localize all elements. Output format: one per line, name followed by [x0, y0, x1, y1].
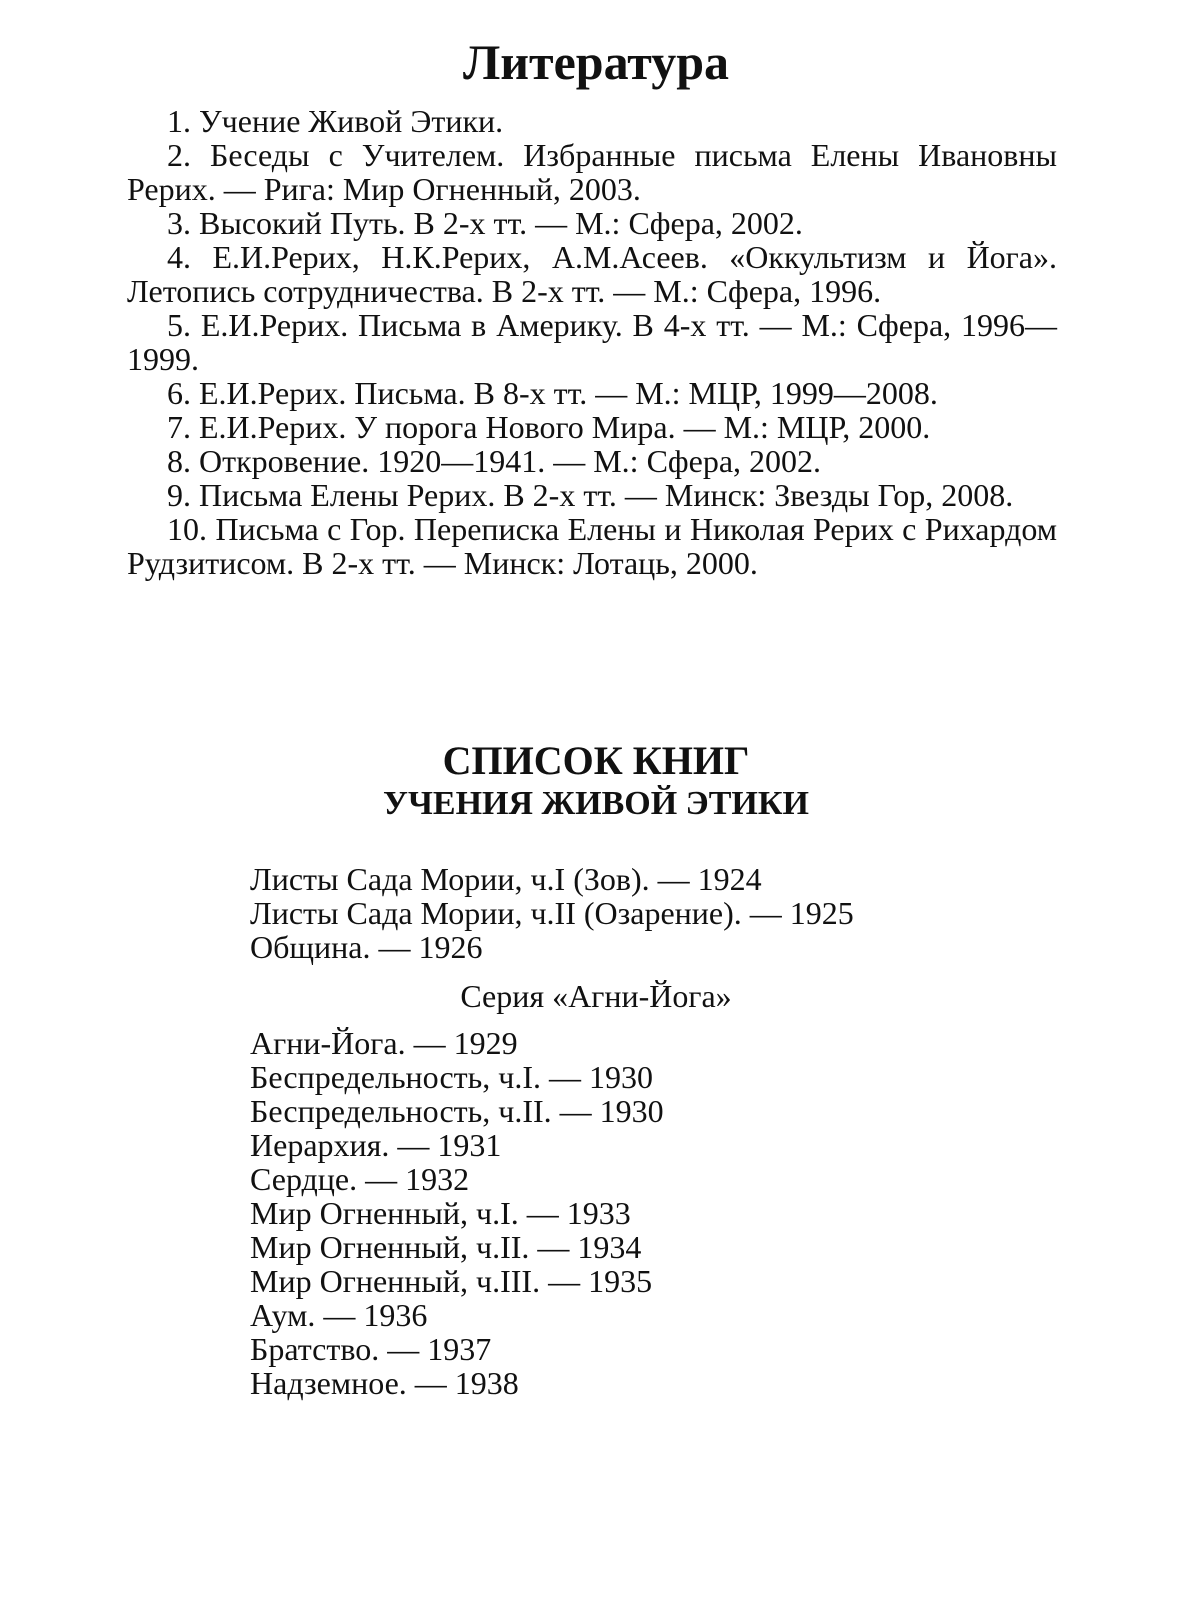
- literature-item: 7. Е.И.Рерих. У порога Нового Мира. — М.: МЦР, 2000.: [167, 409, 931, 445]
- literature-item: 1. Учение Живой Этики.: [167, 103, 504, 139]
- book-item: Агни-Йога. — 1929: [250, 1025, 518, 1061]
- literature-item: 3. Высокий Путь. В 2-х тт. — М.: Сфера, 2002.: [167, 205, 803, 241]
- series-title: Серия «Агни-Йога»: [460, 978, 732, 1014]
- book-item: Мир Огненный, ч.I. — 1933: [250, 1195, 631, 1231]
- literature-list: [127, 104, 1057, 580]
- book-item: Беспредельность, ч.I. — 1930: [250, 1059, 653, 1095]
- book-item: Листы Сада Мории, ч.II (Озарение). — 1925: [250, 895, 854, 931]
- book-item: Надземное. — 1938: [250, 1365, 519, 1401]
- literature-title: Литература: [462, 34, 730, 90]
- book-item: Листы Сада Мории, ч.I (Зов). — 1924: [250, 861, 762, 897]
- literature-item: 4. Е.И.Рерих, Н.К.Рерих, А.М.Асеев. «Оккультизм и Йога». Летопись сотрудничества. В 2-х тт. — М.: Сфера, 1996.: [127, 239, 1057, 309]
- literature-item: 10. Письма с Гор. Переписка Елены и Николая Рерих с Рихардом Рудзитисом. В 2-х тт. — Минск: Лотаць, 2000.: [127, 511, 1057, 581]
- literature-item: 6. Е.И.Рерих. Письма. В 8-х тт. — М.: МЦР, 1999—2008.: [167, 375, 938, 411]
- literature-item: 9. Письма Елены Рерих. В 2-х тт. — Минск: Звезды Гор, 2008.: [167, 477, 1014, 513]
- book-item: Община. — 1926: [250, 929, 483, 965]
- book-item: Мир Огненный, ч.II. — 1934: [250, 1229, 642, 1265]
- books-list-subtitle: УЧЕНИЯ ЖИВОЙ ЭТИКИ: [383, 785, 809, 822]
- early-books-list: [250, 862, 854, 964]
- books-list-title: СПИСОК КНИГ: [442, 738, 750, 783]
- book-item: Сердце. — 1932: [250, 1161, 470, 1197]
- book-item: Иерархия. — 1931: [250, 1127, 502, 1163]
- book-item: Братство. — 1937: [250, 1331, 492, 1367]
- literature-item: 8. Откровение. 1920—1941. — М.: Сфера, 2002.: [167, 443, 822, 479]
- literature-item: 2. Беседы с Учителем. Избранные письма Елены Ивановны Рерих. — Рига: Мир Огненный, 2003.: [127, 137, 1057, 207]
- book-item: Беспредельность, ч.II. — 1930: [250, 1093, 664, 1129]
- book-item: Мир Огненный, ч.III. — 1935: [250, 1263, 653, 1299]
- series-books-list: [250, 1026, 664, 1400]
- literature-item: 5. Е.И.Рерих. Письма в Америку. В 4-х тт. — М.: Сфера, 1996—1999.: [127, 307, 1057, 377]
- book-item: Аум. — 1936: [250, 1297, 428, 1333]
